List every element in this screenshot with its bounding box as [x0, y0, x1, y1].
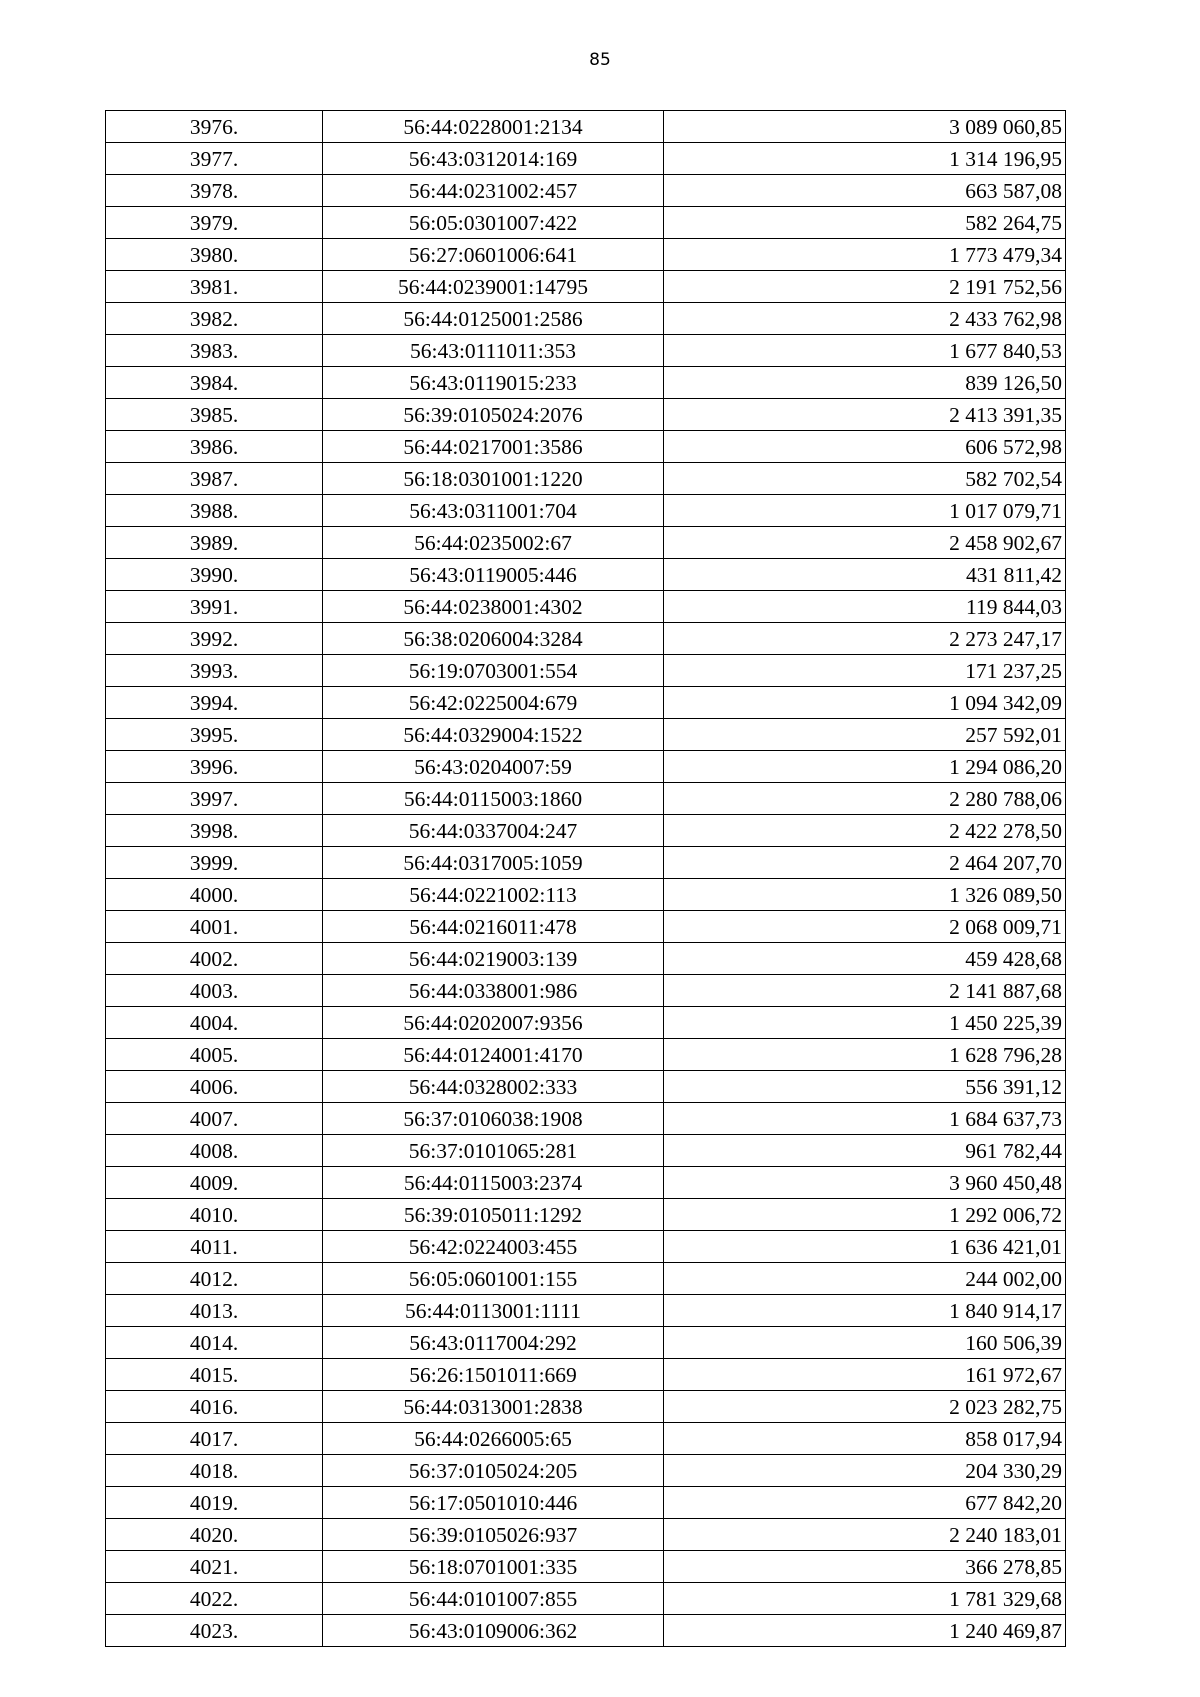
cadastral-number-cell: 56:44:0124001:4170 — [323, 1039, 664, 1071]
cadastral-number-cell: 56:44:0328002:333 — [323, 1071, 664, 1103]
table-row — [106, 815, 1066, 847]
value-cell: 244 002,00 — [664, 1263, 1066, 1295]
value-cell: 160 506,39 — [664, 1327, 1066, 1359]
cadastral-number-cell: 56:26:1501011:669 — [323, 1359, 664, 1391]
table-row — [106, 335, 1066, 367]
row-number-cell: 4001. — [106, 911, 323, 943]
value-cell: 1 094 342,09 — [664, 687, 1066, 719]
value-cell: 582 702,54 — [664, 463, 1066, 495]
value-cell: 2 023 282,75 — [664, 1391, 1066, 1423]
cadastral-number-cell: 56:43:0311001:704 — [323, 495, 664, 527]
table-row — [106, 719, 1066, 751]
cadastral-number-cell: 56:44:0337004:247 — [323, 815, 664, 847]
cadastral-number-cell: 56:37:0106038:1908 — [323, 1103, 664, 1135]
page-number: 85 — [589, 50, 611, 70]
table-row — [106, 1551, 1066, 1583]
row-number-cell: 3980. — [106, 239, 323, 271]
table-row — [106, 943, 1066, 975]
row-number-cell: 3986. — [106, 431, 323, 463]
value-cell: 1 636 421,01 — [664, 1231, 1066, 1263]
row-number-cell: 4003. — [106, 975, 323, 1007]
value-cell: 257 592,01 — [664, 719, 1066, 751]
value-cell: 2 458 902,67 — [664, 527, 1066, 559]
table-row — [106, 431, 1066, 463]
row-number-cell: 3993. — [106, 655, 323, 687]
cadastral-number-cell: 56:42:0224003:455 — [323, 1231, 664, 1263]
table-row — [106, 1583, 1066, 1615]
value-cell: 1 781 329,68 — [664, 1583, 1066, 1615]
row-number-cell: 3983. — [106, 335, 323, 367]
table-row — [106, 463, 1066, 495]
cadastral-number-cell: 56:39:0105011:1292 — [323, 1199, 664, 1231]
row-number-cell: 3985. — [106, 399, 323, 431]
table-row — [106, 975, 1066, 1007]
row-number-cell: 3997. — [106, 783, 323, 815]
row-number-cell: 3981. — [106, 271, 323, 303]
table-row — [106, 1327, 1066, 1359]
row-number-cell: 4010. — [106, 1199, 323, 1231]
table-row — [106, 367, 1066, 399]
table-row — [106, 1135, 1066, 1167]
value-cell: 171 237,25 — [664, 655, 1066, 687]
cadastral-number-cell: 56:43:0109006:362 — [323, 1615, 664, 1647]
table-row — [106, 1167, 1066, 1199]
table-row — [106, 911, 1066, 943]
row-number-cell: 3984. — [106, 367, 323, 399]
table-row — [106, 751, 1066, 783]
cadastral-number-cell: 56:44:0238001:4302 — [323, 591, 664, 623]
row-number-cell: 3982. — [106, 303, 323, 335]
row-number-cell: 4022. — [106, 1583, 323, 1615]
table-row — [106, 1199, 1066, 1231]
table-row — [106, 1007, 1066, 1039]
cadastral-number-cell: 56:44:0266005:65 — [323, 1423, 664, 1455]
value-cell: 1 294 086,20 — [664, 751, 1066, 783]
value-cell: 2 464 207,70 — [664, 847, 1066, 879]
value-cell: 3 960 450,48 — [664, 1167, 1066, 1199]
table-row — [106, 1455, 1066, 1487]
table-row — [106, 143, 1066, 175]
row-number-cell: 4019. — [106, 1487, 323, 1519]
table-row — [106, 1519, 1066, 1551]
row-number-cell: 4007. — [106, 1103, 323, 1135]
value-cell: 582 264,75 — [664, 207, 1066, 239]
table-row — [106, 1423, 1066, 1455]
cadastral-number-cell: 56:44:0101007:855 — [323, 1583, 664, 1615]
table-row — [106, 303, 1066, 335]
cadastral-number-cell: 56:17:0501010:446 — [323, 1487, 664, 1519]
value-cell: 2 422 278,50 — [664, 815, 1066, 847]
row-number-cell: 3994. — [106, 687, 323, 719]
table-row — [106, 1103, 1066, 1135]
value-cell: 839 126,50 — [664, 367, 1066, 399]
value-cell: 1 677 840,53 — [664, 335, 1066, 367]
row-number-cell: 4021. — [106, 1551, 323, 1583]
row-number-cell: 4014. — [106, 1327, 323, 1359]
value-cell: 677 842,20 — [664, 1487, 1066, 1519]
value-cell: 1 840 914,17 — [664, 1295, 1066, 1327]
cadastral-number-cell: 56:43:0111011:353 — [323, 335, 664, 367]
cadastral-number-cell: 56:44:0202007:9356 — [323, 1007, 664, 1039]
table-row — [106, 623, 1066, 655]
cadastral-number-cell: 56:43:0119015:233 — [323, 367, 664, 399]
value-cell: 366 278,85 — [664, 1551, 1066, 1583]
row-number-cell: 3991. — [106, 591, 323, 623]
row-number-cell: 4023. — [106, 1615, 323, 1647]
table-row — [106, 399, 1066, 431]
registry-table — [105, 110, 1066, 1647]
table-row — [106, 1391, 1066, 1423]
table-row — [106, 591, 1066, 623]
table-row — [106, 271, 1066, 303]
value-cell: 663 587,08 — [664, 175, 1066, 207]
value-cell: 2 280 788,06 — [664, 783, 1066, 815]
table-row — [106, 1359, 1066, 1391]
row-number-cell: 4018. — [106, 1455, 323, 1487]
row-number-cell: 4012. — [106, 1263, 323, 1295]
value-cell: 1 240 469,87 — [664, 1615, 1066, 1647]
value-cell: 606 572,98 — [664, 431, 1066, 463]
table-row — [106, 111, 1066, 143]
table-row — [106, 1039, 1066, 1071]
table-row — [106, 687, 1066, 719]
value-cell: 431 811,42 — [664, 559, 1066, 591]
table-row — [106, 1071, 1066, 1103]
cadastral-number-cell: 56:44:0235002:67 — [323, 527, 664, 559]
row-number-cell: 4015. — [106, 1359, 323, 1391]
row-number-cell: 3987. — [106, 463, 323, 495]
row-number-cell: 3979. — [106, 207, 323, 239]
table-row — [106, 527, 1066, 559]
row-number-cell: 4009. — [106, 1167, 323, 1199]
table-row — [106, 879, 1066, 911]
value-cell: 1 314 196,95 — [664, 143, 1066, 175]
value-cell: 1 017 079,71 — [664, 495, 1066, 527]
table-row — [106, 1615, 1066, 1647]
cadastral-number-cell: 56:19:0703001:554 — [323, 655, 664, 687]
value-cell: 961 782,44 — [664, 1135, 1066, 1167]
cadastral-number-cell: 56:44:0329004:1522 — [323, 719, 664, 751]
table-row — [106, 207, 1066, 239]
value-cell: 1 773 479,34 — [664, 239, 1066, 271]
row-number-cell: 4004. — [106, 1007, 323, 1039]
value-cell: 1 450 225,39 — [664, 1007, 1066, 1039]
table-row — [106, 175, 1066, 207]
value-cell: 119 844,03 — [664, 591, 1066, 623]
row-number-cell: 3978. — [106, 175, 323, 207]
cadastral-number-cell: 56:44:0228001:2134 — [323, 111, 664, 143]
table-row — [106, 1263, 1066, 1295]
row-number-cell: 3977. — [106, 143, 323, 175]
value-cell: 2 240 183,01 — [664, 1519, 1066, 1551]
row-number-cell: 4011. — [106, 1231, 323, 1263]
row-number-cell: 3976. — [106, 111, 323, 143]
cadastral-number-cell: 56:44:0313001:2838 — [323, 1391, 664, 1423]
value-cell: 1 628 796,28 — [664, 1039, 1066, 1071]
value-cell: 161 972,67 — [664, 1359, 1066, 1391]
row-number-cell: 4002. — [106, 943, 323, 975]
cadastral-number-cell: 56:43:0117004:292 — [323, 1327, 664, 1359]
cadastral-number-cell: 56:05:0301007:422 — [323, 207, 664, 239]
value-cell: 2 433 762,98 — [664, 303, 1066, 335]
value-cell: 459 428,68 — [664, 943, 1066, 975]
cadastral-number-cell: 56:39:0105026:937 — [323, 1519, 664, 1551]
cadastral-number-cell: 56:38:0206004:3284 — [323, 623, 664, 655]
cadastral-number-cell: 56:43:0204007:59 — [323, 751, 664, 783]
row-number-cell: 4005. — [106, 1039, 323, 1071]
row-number-cell: 3989. — [106, 527, 323, 559]
cadastral-number-cell: 56:43:0312014:169 — [323, 143, 664, 175]
value-cell: 556 391,12 — [664, 1071, 1066, 1103]
cadastral-number-cell: 56:44:0125001:2586 — [323, 303, 664, 335]
cadastral-number-cell: 56:44:0317005:1059 — [323, 847, 664, 879]
cadastral-number-cell: 56:37:0105024:205 — [323, 1455, 664, 1487]
cadastral-number-cell: 56:44:0338001:986 — [323, 975, 664, 1007]
value-cell: 3 089 060,85 — [664, 111, 1066, 143]
row-number-cell: 4017. — [106, 1423, 323, 1455]
table-row — [106, 1487, 1066, 1519]
cadastral-number-cell: 56:18:0301001:1220 — [323, 463, 664, 495]
table-row — [106, 783, 1066, 815]
value-cell: 1 684 637,73 — [664, 1103, 1066, 1135]
row-number-cell: 3990. — [106, 559, 323, 591]
value-cell: 2 141 887,68 — [664, 975, 1066, 1007]
cadastral-number-cell: 56:27:0601006:641 — [323, 239, 664, 271]
cadastral-number-cell: 56:05:0601001:155 — [323, 1263, 664, 1295]
table-row — [106, 847, 1066, 879]
table-row — [106, 1231, 1066, 1263]
cadastral-number-cell: 56:37:0101065:281 — [323, 1135, 664, 1167]
registry-table-body — [106, 111, 1066, 1647]
row-number-cell: 4020. — [106, 1519, 323, 1551]
value-cell: 204 330,29 — [664, 1455, 1066, 1487]
cadastral-number-cell: 56:44:0219003:139 — [323, 943, 664, 975]
row-number-cell: 4000. — [106, 879, 323, 911]
cadastral-number-cell: 56:43:0119005:446 — [323, 559, 664, 591]
cadastral-number-cell: 56:44:0217001:3586 — [323, 431, 664, 463]
row-number-cell: 4008. — [106, 1135, 323, 1167]
row-number-cell: 3992. — [106, 623, 323, 655]
row-number-cell: 4016. — [106, 1391, 323, 1423]
row-number-cell: 4006. — [106, 1071, 323, 1103]
cadastral-number-cell: 56:18:0701001:335 — [323, 1551, 664, 1583]
table-row — [106, 1295, 1066, 1327]
cadastral-number-cell: 56:42:0225004:679 — [323, 687, 664, 719]
row-number-cell: 3988. — [106, 495, 323, 527]
row-number-cell: 3995. — [106, 719, 323, 751]
table-row — [106, 239, 1066, 271]
value-cell: 2 413 391,35 — [664, 399, 1066, 431]
row-number-cell: 4013. — [106, 1295, 323, 1327]
row-number-cell: 3996. — [106, 751, 323, 783]
value-cell: 2 273 247,17 — [664, 623, 1066, 655]
table-row — [106, 495, 1066, 527]
cadastral-number-cell: 56:44:0115003:2374 — [323, 1167, 664, 1199]
table-row — [106, 655, 1066, 687]
cadastral-number-cell: 56:44:0231002:457 — [323, 175, 664, 207]
row-number-cell: 3999. — [106, 847, 323, 879]
cadastral-number-cell: 56:44:0239001:14795 — [323, 271, 664, 303]
value-cell: 858 017,94 — [664, 1423, 1066, 1455]
cadastral-number-cell: 56:44:0113001:1111 — [323, 1295, 664, 1327]
row-number-cell: 3998. — [106, 815, 323, 847]
value-cell: 2 191 752,56 — [664, 271, 1066, 303]
cadastral-number-cell: 56:39:0105024:2076 — [323, 399, 664, 431]
table-row — [106, 559, 1066, 591]
cadastral-number-cell: 56:44:0216011:478 — [323, 911, 664, 943]
value-cell: 1 326 089,50 — [664, 879, 1066, 911]
cadastral-number-cell: 56:44:0221002:113 — [323, 879, 664, 911]
value-cell: 1 292 006,72 — [664, 1199, 1066, 1231]
value-cell: 2 068 009,71 — [664, 911, 1066, 943]
cadastral-number-cell: 56:44:0115003:1860 — [323, 783, 664, 815]
